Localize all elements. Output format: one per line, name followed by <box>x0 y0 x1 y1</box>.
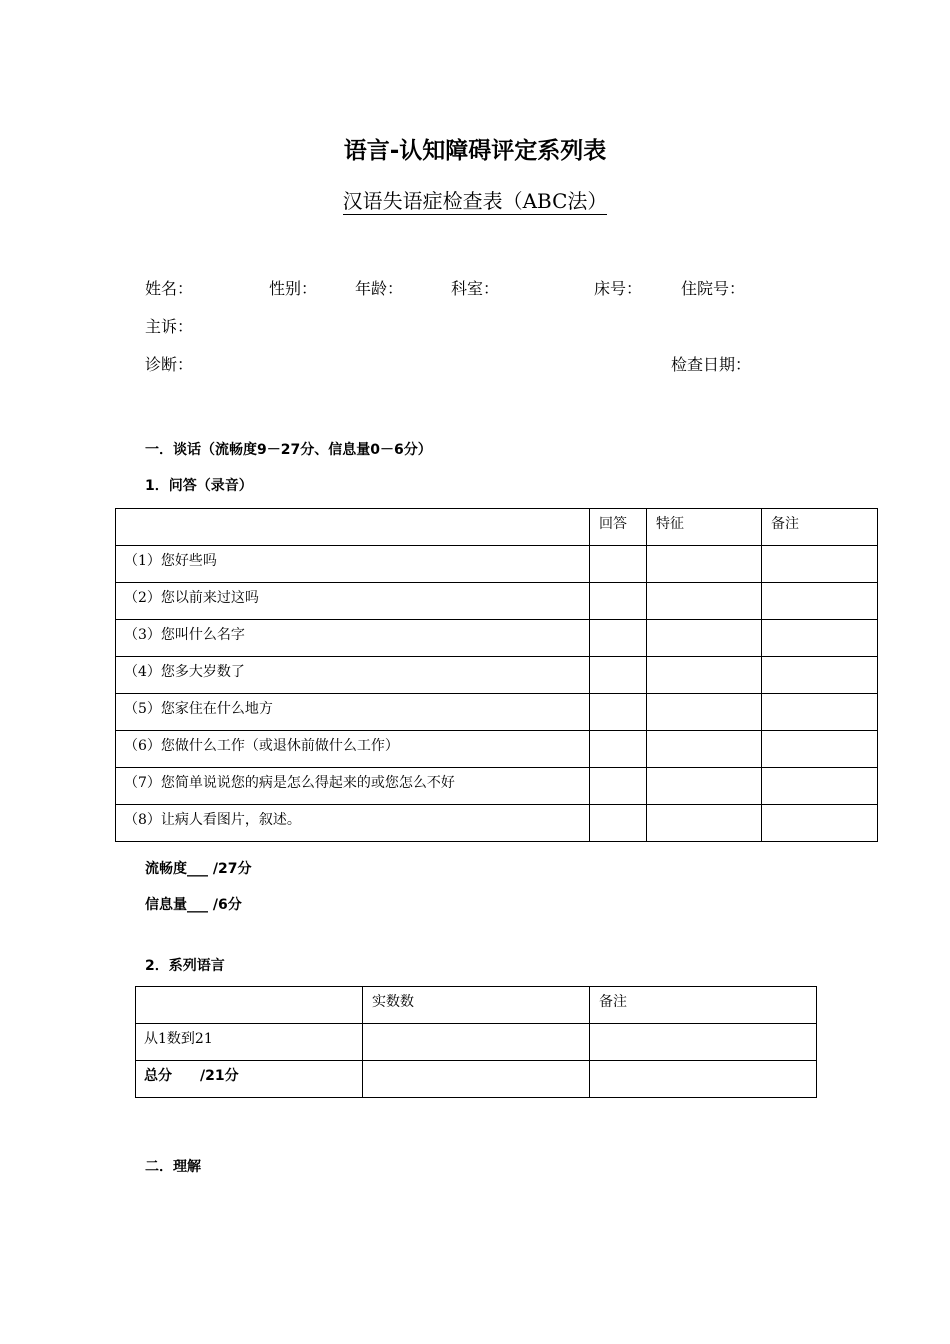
answer-cell[interactable] <box>590 805 647 842</box>
serial-total-score: 总分 /21分 <box>136 1061 363 1098</box>
qa-heading: 1．问答（录音） <box>145 478 253 494</box>
serial-header-count: 实数数 <box>363 987 590 1024</box>
remark-cell[interactable] <box>762 768 878 805</box>
qa-header-feature: 特征 <box>647 509 762 546</box>
count-cell[interactable] <box>363 1061 590 1098</box>
feature-cell[interactable] <box>647 657 762 694</box>
remark-cell[interactable] <box>762 694 878 731</box>
diagnosis-label: 诊断： <box>145 355 194 374</box>
section-conversation-heading: 一．谈话（流畅度9－27分、信息量0－6分） <box>145 442 432 458</box>
count-task: 从1数到21 <box>136 1024 363 1061</box>
page-title: 语言-认知障碍评定系列表 <box>343 138 607 164</box>
question-5: （5）您家住在什么地方 <box>116 694 590 731</box>
page-subtitle <box>0 185 950 214</box>
sex-label: 性别： <box>269 279 318 298</box>
table-row <box>116 657 878 694</box>
serial-table-header <box>136 987 817 1024</box>
department-label: 科室： <box>451 279 500 298</box>
question-2: （2）您以前来过这吗 <box>116 583 590 620</box>
table-row <box>116 546 878 583</box>
exam-date-label: 检查日期： <box>671 355 752 374</box>
count-cell[interactable] <box>363 1024 590 1061</box>
serial-header-remark: 备注 <box>590 987 817 1024</box>
answer-cell[interactable] <box>590 694 647 731</box>
answer-cell[interactable] <box>590 583 647 620</box>
feature-cell[interactable] <box>647 694 762 731</box>
remark-cell[interactable] <box>762 546 878 583</box>
table-row <box>116 805 878 842</box>
bed-number-label: 床号： <box>594 279 643 298</box>
answer-cell[interactable] <box>590 657 647 694</box>
information-score: 信息量___ /6分 <box>145 897 242 913</box>
complaint-label: 主诉： <box>145 317 194 336</box>
remark-cell[interactable] <box>762 657 878 694</box>
serial-speech-heading: 2．系列语言 <box>145 958 225 974</box>
remark-cell[interactable] <box>590 1024 817 1061</box>
feature-cell[interactable] <box>647 731 762 768</box>
question-3: （3）您叫什么名字 <box>116 620 590 657</box>
inpatient-number-label: 住院号： <box>681 279 746 298</box>
qa-table <box>115 508 878 842</box>
serial-header-blank <box>136 987 363 1024</box>
feature-cell[interactable] <box>647 583 762 620</box>
remark-cell[interactable] <box>762 805 878 842</box>
remark-cell[interactable] <box>590 1061 817 1098</box>
question-4: （4）您多大岁数了 <box>116 657 590 694</box>
question-6: （6）您做什么工作（或退休前做什么工作） <box>116 731 590 768</box>
answer-cell[interactable] <box>590 731 647 768</box>
question-1: （1）您好些吗 <box>116 546 590 583</box>
serial-speech-table <box>135 986 817 1098</box>
answer-cell[interactable] <box>590 768 647 805</box>
qa-header-blank <box>116 509 590 546</box>
feature-cell[interactable] <box>647 546 762 583</box>
qa-header-remark: 备注 <box>762 509 878 546</box>
name-label: 姓名： <box>145 279 194 298</box>
table-row <box>116 620 878 657</box>
table-row <box>136 1061 817 1098</box>
answer-cell[interactable] <box>590 620 647 657</box>
qa-header-answer: 回答 <box>590 509 647 546</box>
table-row <box>116 694 878 731</box>
fluency-score: 流畅度___ /27分 <box>145 861 252 877</box>
answer-cell[interactable] <box>590 546 647 583</box>
table-row <box>136 1024 817 1061</box>
question-8: （8）让病人看图片，叙述。 <box>116 805 590 842</box>
feature-cell[interactable] <box>647 768 762 805</box>
qa-table-header <box>116 509 878 546</box>
subtitle-text: 汉语失语症检查表（ABC法） <box>342 189 608 213</box>
remark-cell[interactable] <box>762 731 878 768</box>
table-row <box>116 768 878 805</box>
remark-cell[interactable] <box>762 583 878 620</box>
feature-cell[interactable] <box>647 620 762 657</box>
age-label: 年龄： <box>355 279 404 298</box>
feature-cell[interactable] <box>647 805 762 842</box>
question-7: （7）您简单说说您的病是怎么得起来的或您怎么不好 <box>116 768 590 805</box>
section-comprehension-heading: 二．理解 <box>145 1159 201 1175</box>
table-row <box>116 731 878 768</box>
table-row <box>116 583 878 620</box>
remark-cell[interactable] <box>762 620 878 657</box>
